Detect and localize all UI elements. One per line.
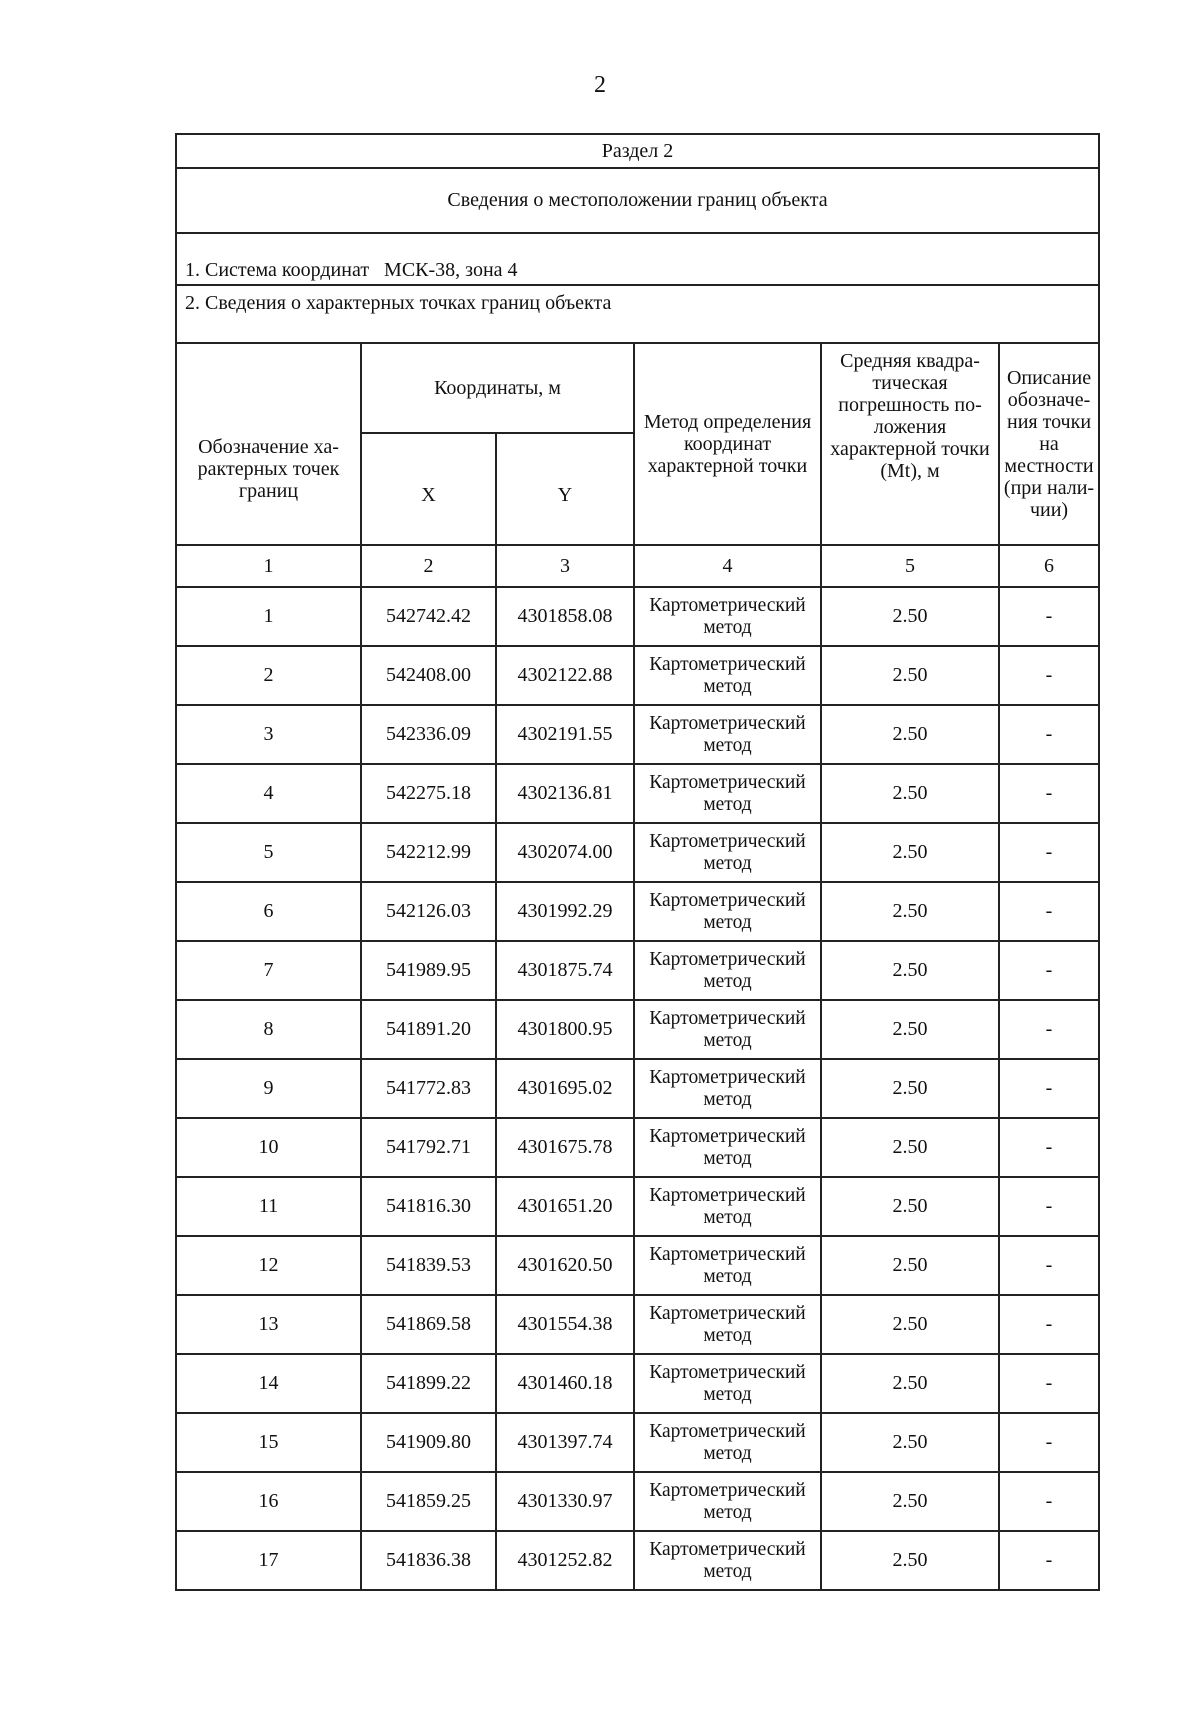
header-coordinates: Координаты, м	[361, 343, 634, 433]
point-description: -	[999, 1531, 1099, 1590]
method: Картометрический метод	[634, 882, 821, 941]
method: Картометрический метод	[634, 646, 821, 705]
coord-y: 4301554.38	[496, 1295, 634, 1354]
coord-x: 541909.80	[361, 1413, 496, 1472]
mean-square-error: 2.50	[821, 1295, 999, 1354]
point-description: -	[999, 882, 1099, 941]
coord-y: 4301460.18	[496, 1354, 634, 1413]
point-number: 9	[176, 1059, 361, 1118]
method: Картометрический метод	[634, 1413, 821, 1472]
section-row	[176, 134, 1099, 168]
method: Картометрический метод	[634, 823, 821, 882]
coord-x: 542275.18	[361, 764, 496, 823]
points-caption-row	[176, 285, 1099, 343]
table-row	[176, 705, 1099, 764]
method: Картометрический метод	[634, 1236, 821, 1295]
point-number: 7	[176, 941, 361, 1000]
table-row	[176, 1472, 1099, 1531]
coord-x: 541772.83	[361, 1059, 496, 1118]
coord-y: 4301800.95	[496, 1000, 634, 1059]
table-row	[176, 882, 1099, 941]
coord-y: 4301397.74	[496, 1413, 634, 1472]
coord-y: 4301992.29	[496, 882, 634, 941]
method: Картометрический метод	[634, 1472, 821, 1531]
header-y: Y	[496, 433, 634, 545]
coordinate-system	[176, 233, 1099, 285]
column-number: 6	[999, 545, 1099, 587]
header-x: X	[361, 433, 496, 545]
header-method: Метод определения координат характерной точки	[634, 343, 821, 545]
coord-x: 541839.53	[361, 1236, 496, 1295]
point-description: -	[999, 1295, 1099, 1354]
coord-y: 4301695.02	[496, 1059, 634, 1118]
point-description: -	[999, 1413, 1099, 1472]
mean-square-error: 2.50	[821, 646, 999, 705]
point-description: -	[999, 1118, 1099, 1177]
point-number: 16	[176, 1472, 361, 1531]
table-row	[176, 1295, 1099, 1354]
object-title: Сведения о местоположении границ объекта	[176, 168, 1099, 233]
point-number: 15	[176, 1413, 361, 1472]
coord-y: 4302191.55	[496, 705, 634, 764]
coord-y: 4301252.82	[496, 1531, 634, 1590]
column-number: 2	[361, 545, 496, 587]
point-number: 2	[176, 646, 361, 705]
header-row-top	[176, 343, 1099, 433]
point-number: 17	[176, 1531, 361, 1590]
page-number: 2	[594, 72, 606, 98]
points-caption: 2. Сведения о характерных точках границ объекта	[176, 285, 1099, 343]
table-row	[176, 587, 1099, 646]
table-row	[176, 1000, 1099, 1059]
mean-square-error: 2.50	[821, 1472, 999, 1531]
point-description: -	[999, 1236, 1099, 1295]
column-number: 1	[176, 545, 361, 587]
coord-x: 542336.09	[361, 705, 496, 764]
mean-square-error: 2.50	[821, 1354, 999, 1413]
point-number: 6	[176, 882, 361, 941]
method: Картометрический метод	[634, 941, 821, 1000]
mean-square-error: 2.50	[821, 1236, 999, 1295]
header-description: Описание обозначе-ния точки на местности (при нали-чии)	[999, 343, 1099, 545]
coord-x: 542408.00	[361, 646, 496, 705]
table-row	[176, 941, 1099, 1000]
coord-x: 542742.42	[361, 587, 496, 646]
table-row	[176, 1354, 1099, 1413]
column-number: 5	[821, 545, 999, 587]
point-description: -	[999, 705, 1099, 764]
method: Картометрический метод	[634, 764, 821, 823]
mean-square-error: 2.50	[821, 823, 999, 882]
point-description: -	[999, 823, 1099, 882]
column-number: 4	[634, 545, 821, 587]
column-number: 3	[496, 545, 634, 587]
point-description: -	[999, 764, 1099, 823]
coord-y: 4301651.20	[496, 1177, 634, 1236]
table-row	[176, 646, 1099, 705]
coord-y: 4302074.00	[496, 823, 634, 882]
table-row	[176, 1177, 1099, 1236]
coord-x: 541836.38	[361, 1531, 496, 1590]
column-numbers-row	[176, 545, 1099, 587]
coord-y: 4301875.74	[496, 941, 634, 1000]
point-description: -	[999, 1177, 1099, 1236]
coord-y: 4301858.08	[496, 587, 634, 646]
coordinate-system-row	[176, 233, 1099, 285]
mean-square-error: 2.50	[821, 1413, 999, 1472]
mean-square-error: 2.50	[821, 1000, 999, 1059]
coord-y: 4301330.97	[496, 1472, 634, 1531]
point-description: -	[999, 646, 1099, 705]
coord-y: 4301675.78	[496, 1118, 634, 1177]
table-row	[176, 1236, 1099, 1295]
table-row	[176, 1413, 1099, 1472]
coord-x: 541989.95	[361, 941, 496, 1000]
coord-x: 541859.25	[361, 1472, 496, 1531]
method: Картометрический метод	[634, 1531, 821, 1590]
table-row	[176, 823, 1099, 882]
point-number: 1	[176, 587, 361, 646]
mean-square-error: 2.50	[821, 764, 999, 823]
boundary-points-table	[175, 133, 1100, 1591]
mean-square-error: 2.50	[821, 1059, 999, 1118]
table-row	[176, 1118, 1099, 1177]
mean-square-error: 2.50	[821, 1118, 999, 1177]
coord-x: 541869.58	[361, 1295, 496, 1354]
coord-y: 4302122.88	[496, 646, 634, 705]
point-number: 13	[176, 1295, 361, 1354]
point-description: -	[999, 1472, 1099, 1531]
header-designation: Обозначение ха-рактерных точек границ	[176, 343, 361, 545]
point-number: 3	[176, 705, 361, 764]
mean-square-error: 2.50	[821, 1531, 999, 1590]
point-number: 11	[176, 1177, 361, 1236]
table-row	[176, 1531, 1099, 1590]
coord-x: 541792.71	[361, 1118, 496, 1177]
method: Картометрический метод	[634, 1059, 821, 1118]
mean-square-error: 2.50	[821, 1177, 999, 1236]
coord-x: 542212.99	[361, 823, 496, 882]
coord-x: 541891.20	[361, 1000, 496, 1059]
object-title-row	[176, 168, 1099, 233]
header-error: Средняя квадра-тическая погрешность по-ложения характерной точки (Mt), м	[821, 343, 999, 545]
method: Картометрический метод	[634, 1177, 821, 1236]
mean-square-error: 2.50	[821, 882, 999, 941]
section-title: Раздел 2	[176, 134, 1099, 168]
method: Картометрический метод	[634, 587, 821, 646]
method: Картометрический метод	[634, 1118, 821, 1177]
point-number: 12	[176, 1236, 361, 1295]
table-row	[176, 1059, 1099, 1118]
point-number: 10	[176, 1118, 361, 1177]
coord-y: 4302136.81	[496, 764, 634, 823]
coord-x: 541816.30	[361, 1177, 496, 1236]
method: Картометрический метод	[634, 1000, 821, 1059]
point-number: 4	[176, 764, 361, 823]
coord-x: 541899.22	[361, 1354, 496, 1413]
table-row	[176, 764, 1099, 823]
point-number: 5	[176, 823, 361, 882]
point-description: -	[999, 587, 1099, 646]
mean-square-error: 2.50	[821, 941, 999, 1000]
point-description: -	[999, 1059, 1099, 1118]
coord-x: 542126.03	[361, 882, 496, 941]
point-number: 14	[176, 1354, 361, 1413]
coordinate-system-text: 1. Система координат МСК-38, зона 4	[185, 259, 518, 281]
method: Картометрический метод	[634, 1295, 821, 1354]
point-number: 8	[176, 1000, 361, 1059]
coord-y: 4301620.50	[496, 1236, 634, 1295]
mean-square-error: 2.50	[821, 587, 999, 646]
point-description: -	[999, 1354, 1099, 1413]
point-description: -	[999, 941, 1099, 1000]
method: Картометрический метод	[634, 1354, 821, 1413]
point-description: -	[999, 1000, 1099, 1059]
method: Картометрический метод	[634, 705, 821, 764]
mean-square-error: 2.50	[821, 705, 999, 764]
